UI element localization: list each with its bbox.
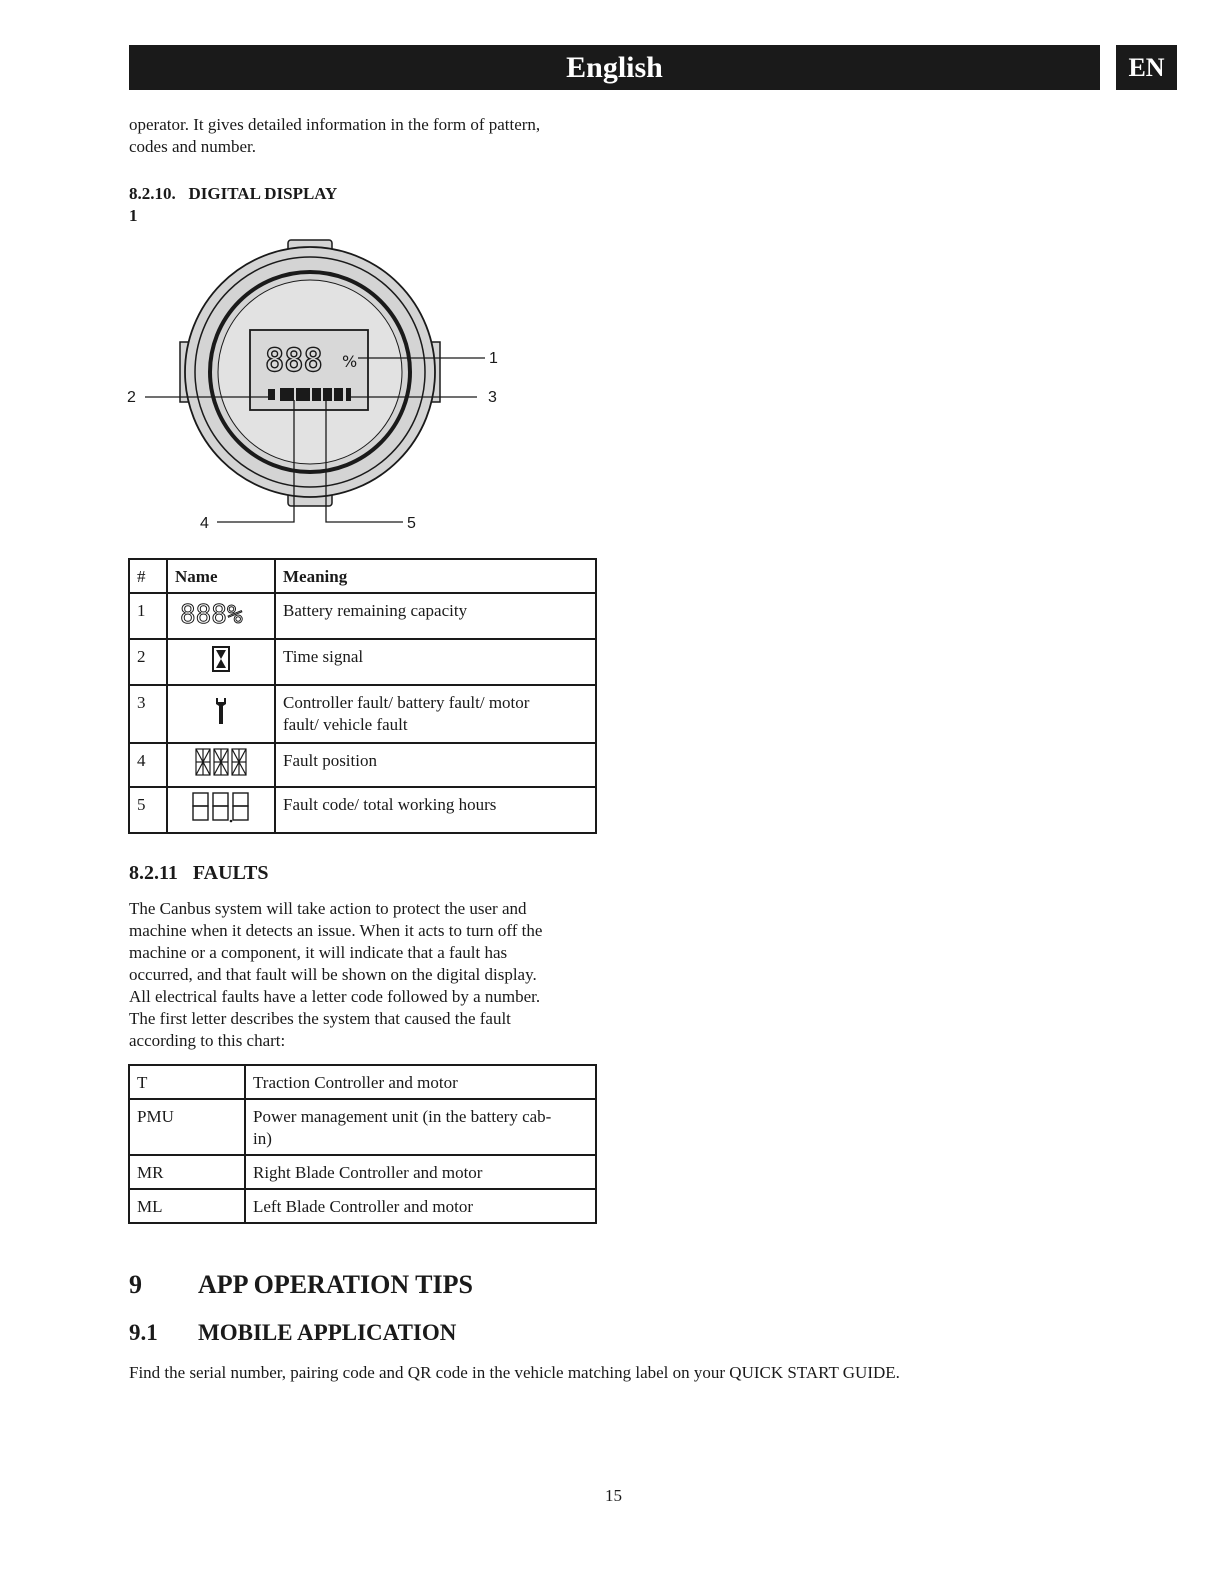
faults-paragraph: [129, 898, 609, 1052]
fault-desc: Traction Controller and motor: [245, 1065, 596, 1099]
faults-line: The first letter describes the system that caused the fault: [129, 1009, 511, 1028]
table-row: [129, 1155, 596, 1189]
callout-2: 2: [127, 389, 136, 406]
meaning-line: Controller fault/ battery fault/ motor: [283, 693, 530, 712]
intro-paragraph: [129, 114, 599, 158]
faults-heading: 8.2.11 FAULTS: [129, 862, 269, 884]
table-row: [129, 593, 596, 639]
faults-line: machine or a component, it will indicate that a fault has: [129, 943, 508, 962]
faults-line: machine when it detects an issue. When it acts to turn off the: [129, 921, 543, 940]
fault-code: ML: [129, 1189, 245, 1223]
fault-desc: Left Blade Controller and motor: [245, 1189, 596, 1223]
language-tab-label: EN: [1128, 52, 1165, 82]
lcd-bottom-row: [268, 388, 351, 401]
table-row: [129, 787, 596, 833]
table-row: [129, 1065, 596, 1099]
fault-desc-line: in): [253, 1129, 272, 1148]
lcd-percent-sign: %: [342, 352, 358, 371]
battery-percent-digits-icon: [176, 596, 266, 630]
fault-code: PMU: [129, 1099, 245, 1155]
table-row: [129, 639, 596, 685]
row-icon-cell: [167, 685, 275, 743]
section-9-number: 9: [129, 1270, 142, 1299]
header-bar: [129, 45, 1100, 90]
intro-line: codes and number.: [129, 137, 256, 156]
digital-display-figure: [120, 232, 520, 537]
section-9-1-title: MOBILE APPLICATION: [198, 1320, 457, 1345]
faults-line: according to this chart:: [129, 1031, 286, 1050]
row-icon-cell: [167, 593, 275, 639]
row-meaning: Fault code/ total working hours: [275, 787, 596, 833]
row-meaning: Battery remaining capacity: [275, 593, 596, 639]
mobile-app-text: Find the serial number, pairing code and QR code in the vehicle matching label on your QUICK START GUIDE.: [129, 1363, 900, 1382]
callout-5: 5: [407, 515, 416, 532]
wrench-icon: [213, 696, 229, 726]
faults-line: The Canbus system will take action to protect the user and: [129, 899, 527, 918]
row-number: 1: [129, 593, 167, 639]
row-meaning: Fault position: [275, 743, 596, 787]
fault-desc: [245, 1099, 596, 1155]
table-row: [129, 1099, 596, 1155]
row-meaning: [275, 685, 596, 743]
table-row: [129, 685, 596, 743]
row-meaning: Time signal: [275, 639, 596, 685]
table-row: [129, 1189, 596, 1223]
lcd-top-digits: 888: [265, 341, 323, 379]
header-title: English: [566, 50, 663, 84]
table-row: [129, 743, 596, 787]
hourglass-icon: [211, 645, 231, 673]
row-number: 5: [129, 787, 167, 833]
fault-code-table: [128, 1064, 597, 1224]
section-9-1-number: 9.1: [129, 1320, 158, 1345]
callout-4: 4: [200, 515, 209, 532]
digital-display-heading: 8.2.10. DIGITAL DISPLAY: [129, 184, 338, 203]
battery-digits-glyph: 888%: [180, 600, 243, 630]
faults-line: occurred, and that fault will be shown on the digital display.: [129, 965, 537, 984]
alphanumeric-segment-icon: [194, 747, 248, 777]
fault-desc-line: Power management unit (in the battery cab-: [253, 1107, 552, 1126]
meaning-line: fault/ vehicle fault: [283, 715, 408, 734]
row-icon-cell: [167, 787, 275, 833]
display-legend-table: [128, 558, 597, 834]
table-header-row: [129, 559, 596, 593]
language-tab: [1116, 45, 1177, 90]
faults-line: All electrical faults have a letter code followed by a number.: [129, 987, 541, 1006]
figure-number: 1: [129, 206, 138, 225]
seven-segment-digits-icon: [191, 791, 251, 823]
fault-desc: Right Blade Controller and motor: [245, 1155, 596, 1189]
callout-3: 3: [488, 389, 497, 406]
callout-1: 1: [489, 350, 498, 367]
page-number: 15: [605, 1486, 622, 1505]
row-number: 3: [129, 685, 167, 743]
fault-code: T: [129, 1065, 245, 1099]
row-number: 4: [129, 743, 167, 787]
row-number: 2: [129, 639, 167, 685]
header-cell: #: [129, 559, 167, 593]
row-icon-cell: [167, 639, 275, 685]
header-cell: Name: [167, 559, 275, 593]
header-cell: Meaning: [275, 559, 596, 593]
intro-line: operator. It gives detailed information in the form of pattern,: [129, 115, 541, 134]
row-icon-cell: [167, 743, 275, 787]
section-9-title: APP OPERATION TIPS: [198, 1270, 473, 1299]
fault-code: MR: [129, 1155, 245, 1189]
